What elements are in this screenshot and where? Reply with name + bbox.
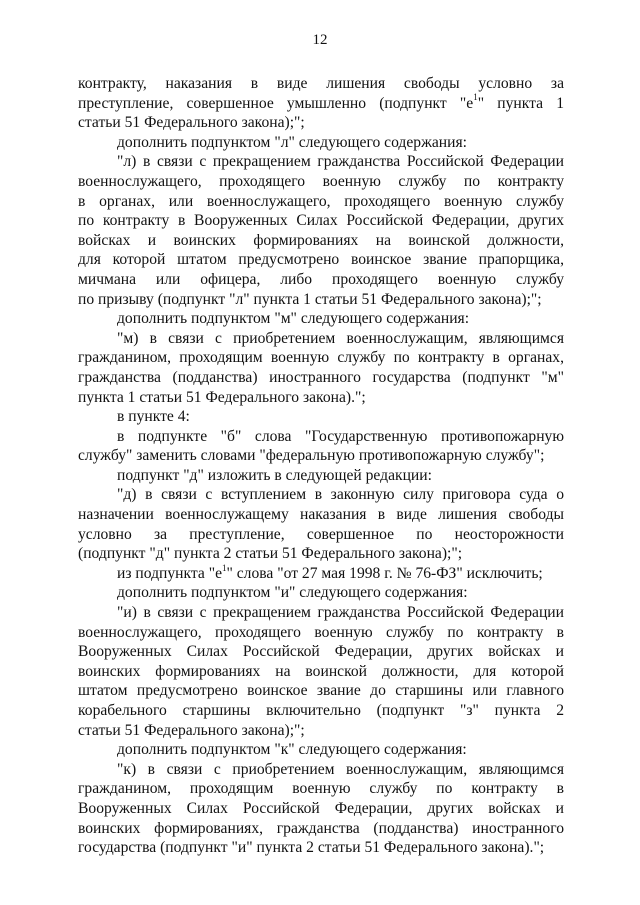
text-line-content: "к) в связи с приобретением военнослужащим, являющимся xyxy=(117,760,564,778)
text-line xyxy=(78,74,564,94)
text-line-content: по призыву (подпункт "л" пункта 1 статьи 51 Федерального закона);"; xyxy=(78,290,542,308)
text-line xyxy=(78,838,564,858)
text-line xyxy=(78,211,564,231)
text-line xyxy=(78,231,564,251)
text-line xyxy=(78,309,564,329)
text-line-content: Вооруженных Силах Российской Федерации, других войсках и xyxy=(78,799,564,817)
text-line-content: контракту, наказания в виде лишения свободы условно за xyxy=(78,75,564,92)
text-line-content: дополнить подпунктом "л" следующего содержания: xyxy=(117,133,467,151)
text-line-content: "м) в связи с приобретением военнослужащим, являющимся xyxy=(117,329,564,347)
text-line-content: гражданином, проходящим военную службу по контракту в органах, xyxy=(78,349,564,367)
text-line xyxy=(78,721,564,741)
text-line-content: условно за преступление, совершенное по неосторожности xyxy=(78,525,564,543)
text-line xyxy=(78,348,564,368)
text-line xyxy=(78,779,564,799)
text-line xyxy=(78,368,564,388)
text-line xyxy=(78,113,564,133)
text-line-content: " слова "от 27 мая 1998 г. № 76-ФЗ" исключить; xyxy=(226,564,543,582)
superscript-index: 1 xyxy=(473,92,478,103)
text-line xyxy=(78,466,564,486)
text-line xyxy=(78,642,564,662)
text-line xyxy=(78,270,564,290)
text-line-content: " пункта 1 xyxy=(477,94,565,112)
text-line xyxy=(78,525,564,545)
text-line-content: пункта 1 статьи 51 Федерального закона)."; xyxy=(78,388,366,406)
text-line xyxy=(78,799,564,819)
text-line-content: мичмана или офицера, либо проходящего военную службу xyxy=(78,270,564,288)
text-line-content: службу" заменить словами "федеральную противопожарную службу"; xyxy=(78,447,545,465)
text-line xyxy=(78,662,564,682)
text-line-content: гражданином, проходящим военную службу по контракту в xyxy=(78,780,564,798)
text-line-content: (подпункт "д" пункта 2 статьи 51 Федерального закона);"; xyxy=(78,545,463,563)
text-line-content: в подпункте "б" слова "Государственную противопожарную xyxy=(117,427,564,445)
text-line-content: "и) в связи с прекращением гражданства Российской Федерации xyxy=(117,604,564,622)
text-line-content: военнослужащего, проходящего военную службу по контракту в xyxy=(78,623,564,641)
text-line xyxy=(78,485,564,505)
text-line-content: преступление, совершенное умышленно (подпункт "е xyxy=(78,94,474,112)
text-line-content: назначении военнослужащему наказания в виде лишения свободы xyxy=(78,506,564,524)
text-line-content: гражданства (подданства) иностранного государства (подпункт "м" xyxy=(78,368,564,386)
text-line xyxy=(78,623,564,643)
text-line xyxy=(78,172,564,192)
text-line xyxy=(78,329,564,349)
text-line xyxy=(78,701,564,721)
text-line-content: в пункте 4: xyxy=(117,408,190,426)
text-line-content: из подпункта "е xyxy=(117,564,222,582)
text-line-content: подпункт "д" изложить в следующей редакции: xyxy=(117,466,432,484)
text-line xyxy=(78,505,564,525)
text-line xyxy=(78,152,564,172)
text-line xyxy=(78,760,564,780)
text-line xyxy=(78,388,564,408)
text-line-content: войсках и воинских формированиях на воинской должности, xyxy=(78,231,564,249)
text-line-content: "д) в связи с вступлением в законную силу приговора суда о xyxy=(117,486,564,504)
text-line-content: для которой штатом предусмотрено воинское звание прапорщика, xyxy=(78,251,564,269)
text-line-content: статьи 51 Федерального закона);"; xyxy=(78,114,305,132)
text-line-content: корабельного старшины включительно (подпункт "з" пункта 2 xyxy=(78,702,564,719)
text-line-content: по контракту в Вооруженных Силах Российской Федерации, других xyxy=(78,212,564,230)
page-number: 12 xyxy=(312,32,328,48)
text-line xyxy=(78,583,564,603)
text-line xyxy=(78,544,564,564)
text-line xyxy=(78,250,564,270)
text-line xyxy=(78,446,564,466)
text-line-content: воинских формированиях, гражданства (подданства) иностранного xyxy=(78,819,564,837)
text-line-content: статьи 51 Федерального закона);"; xyxy=(78,721,305,739)
text-line-content: в органах, или военнослужащего, проходящего военную службу xyxy=(78,192,564,210)
text-line xyxy=(78,740,564,760)
text-line-content: штатом предусмотрено воинское звание до старшины или главного xyxy=(78,682,564,700)
text-line-content: "л) в связи с прекращением гражданства Российской Федерации xyxy=(117,153,564,171)
text-line xyxy=(78,407,564,427)
text-line xyxy=(78,819,564,839)
text-line xyxy=(78,133,564,153)
text-line-content: военнослужащего, проходящего военную службу по контракту xyxy=(78,172,564,190)
text-line xyxy=(78,564,564,584)
text-line-content: государства (подпункт "и" пункта 2 статьи 51 Федерального закона)."; xyxy=(78,839,545,857)
text-line-content: дополнить подпунктом "м" следующего содержания: xyxy=(117,310,470,328)
text-line-content: воинских формированиях на воинской должности, для которой xyxy=(78,662,564,680)
document-body xyxy=(78,74,564,858)
text-line-content: дополнить подпунктом "к" следующего содержания: xyxy=(117,741,467,759)
text-line xyxy=(78,681,564,701)
text-line-content: дополнить подпунктом "и" следующего содержания: xyxy=(117,584,468,602)
text-line-content: Вооруженных Силах Российской Федерации, других войсках и xyxy=(78,643,564,661)
text-line xyxy=(78,94,564,114)
text-line xyxy=(78,290,564,310)
superscript-index: 1 xyxy=(222,562,227,573)
text-line xyxy=(78,192,564,212)
text-line xyxy=(78,603,564,623)
text-line xyxy=(78,427,564,447)
